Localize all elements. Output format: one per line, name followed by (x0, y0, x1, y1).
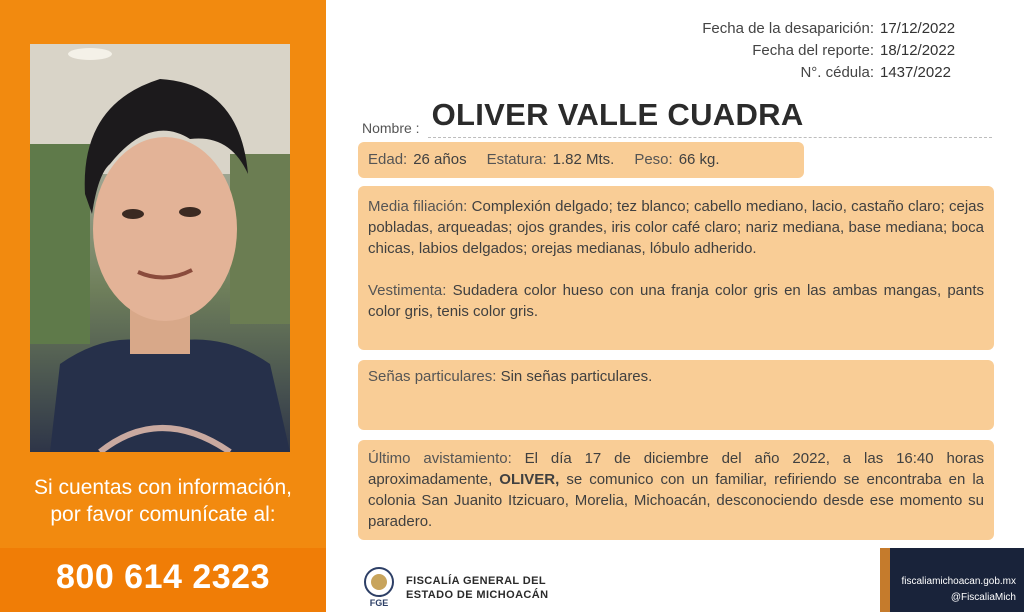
weight-value: 66 kg. (678, 151, 720, 168)
disappearance-date: 17/12/2022 (880, 20, 956, 37)
last-seen-box (358, 440, 994, 540)
height-label: Estatura: (486, 151, 547, 168)
photo-illustration (30, 44, 290, 452)
physical-description-text: Complexión delgado; tez blanco; cabello mediano, lacio, castaño claro; cejas pobladas, arqueadas; ojos grandes, iris color café claro; nariz mediana, base mediana; boca chicas, labios delgados; orejas medianas, lóbulo adherido. (368, 198, 985, 257)
name-row (362, 94, 992, 138)
organization-line-2: ESTADO DE MICHOACÁN (406, 589, 549, 601)
basic-stats-box (358, 142, 804, 178)
distinguishing-marks-text: Sin señas particulares. (500, 368, 653, 385)
organization-name (406, 574, 548, 602)
social-handle[interactable]: @FiscaliaMich (950, 592, 1016, 603)
report-metadata (702, 18, 960, 84)
physical-description (368, 196, 984, 259)
meta-row-report (702, 40, 960, 62)
fge-seal-icon (360, 566, 398, 608)
meta-row-disappearance (702, 18, 960, 40)
last-seen-label: Último avistamiento: (368, 450, 512, 467)
description-box (358, 186, 994, 350)
website-link[interactable]: fiscaliamichoacan.gob.mx (901, 576, 1016, 587)
age-label: Edad: (368, 151, 408, 168)
organization-line-1: FISCALÍA GENERAL DEL (406, 575, 547, 587)
last-seen-text-before: El día 17 de diciembre del año 2022, a las 16:40 horas aproximadamente, (368, 450, 984, 488)
last-seen-text-after: se comunico con un familiar, refiriendo se encontraba en la colonia San Juanito Itzicuaro, Morelia, Michoacán, desconociendo desde ese momento su paradero. (368, 471, 985, 530)
disappearance-date-label: Fecha de la desaparición: (702, 20, 874, 37)
contact-call-to-action (0, 474, 326, 528)
missing-person-photo (30, 44, 290, 452)
last-seen-name: OLIVER, (499, 471, 560, 488)
height-value: 1.82 Mts. (552, 151, 615, 168)
clothing-description (368, 280, 984, 322)
distinguishing-marks-label: Señas particulares: (368, 368, 497, 385)
clothing-label: Vestimenta: (368, 282, 447, 299)
footer-contact-panel (890, 548, 1024, 612)
footer-accent-strip (880, 548, 890, 612)
physical-description-label: Media filiación: (368, 198, 468, 215)
cta-line-1: Si cuentas con información, (34, 476, 292, 499)
weight-label: Peso: (634, 151, 673, 168)
distinguishing-marks-box (358, 360, 994, 430)
fge-logo-text: FGE (369, 598, 389, 608)
meta-row-cedula (702, 62, 960, 84)
report-date-label: Fecha del reporte: (752, 42, 874, 59)
left-panel (0, 0, 326, 612)
cedula-label: N°. cédula: (800, 64, 874, 81)
clothing-text: Sudadera color hueso con una franja color gris en las ambas mangas, pants color gris, tenis color gris. (368, 282, 985, 320)
age-value: 26 años (413, 151, 467, 168)
name-underline (428, 94, 992, 138)
cta-line-2: por favor comunícate al: (50, 503, 276, 526)
report-date: 18/12/2022 (880, 42, 956, 59)
person-name: OLIVER VALLE CUADRA (431, 97, 804, 132)
phone-number[interactable]: 800 614 2323 (56, 558, 270, 596)
cedula-number: 1437/2022 (880, 64, 951, 81)
name-label: Nombre : (362, 120, 420, 136)
